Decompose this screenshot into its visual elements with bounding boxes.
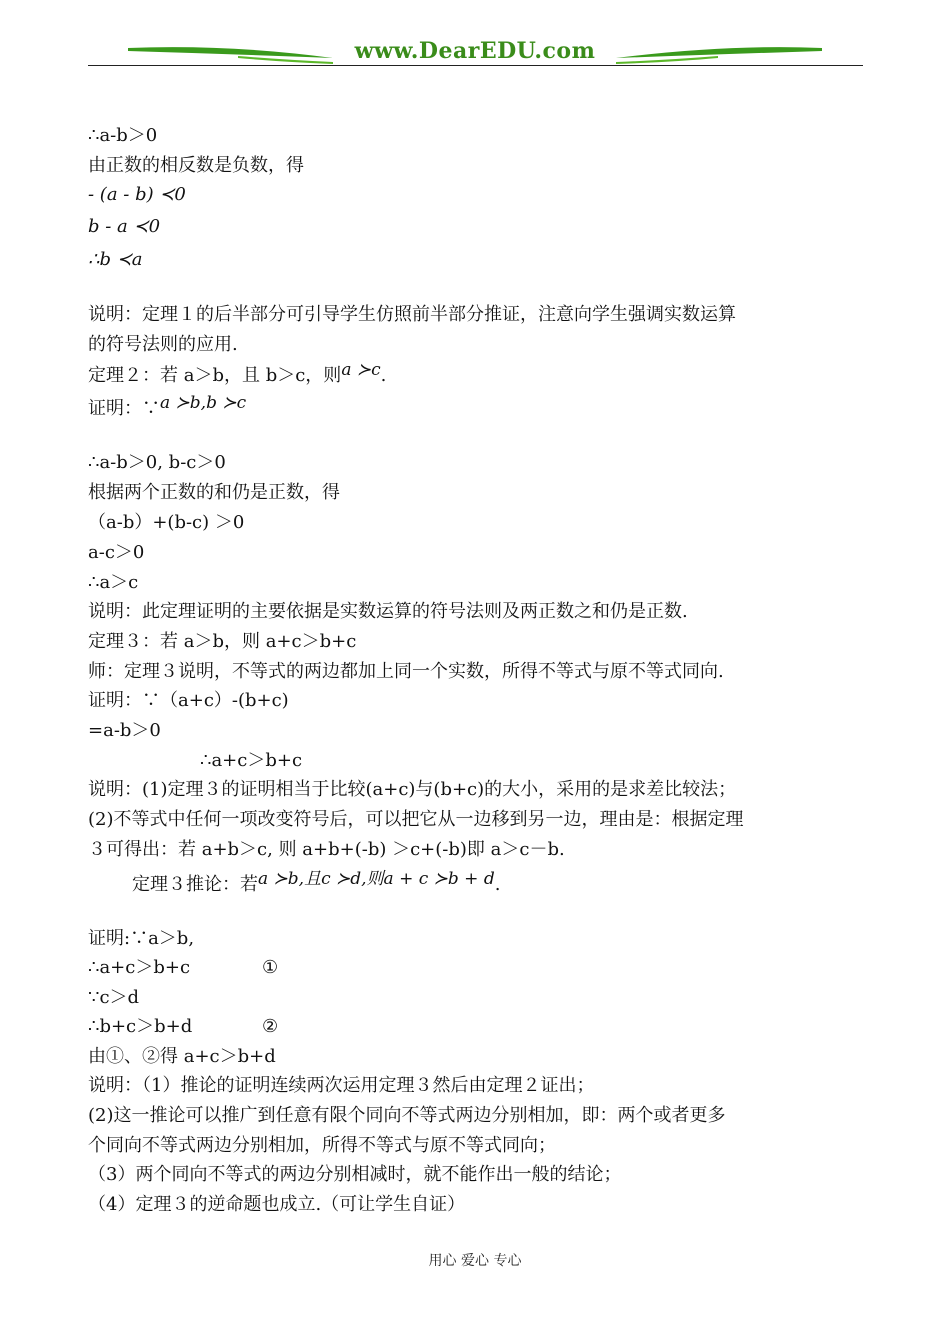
text-span: . xyxy=(380,365,387,386)
text-line: (2)这一推论可以推广到任意有限个同向不等式两边分别相加，即：两个或者更多 xyxy=(88,1105,726,1126)
text-line: ３可得出：若 a+b＞c, 则 a+b+(-b) ＞c+(-b)即 a＞c－b. xyxy=(88,839,565,860)
text-line: =a-b＞0 xyxy=(88,720,161,741)
math-line: - (a - b) ≺0 xyxy=(88,184,186,205)
text-line: （a-b）+(b-c) ＞0 xyxy=(88,512,245,533)
text-line: （4）定理３的逆命题也成立.（可让学生自证） xyxy=(88,1194,466,1215)
math-line: ∴b ≺a xyxy=(88,249,143,270)
text-line: 说明：（1）推论的证明连续两次运用定理３然后由定理２证出； xyxy=(88,1075,595,1096)
text-line: 由正数的相反数是负数，得 xyxy=(88,155,304,176)
text-line: ∴a+c＞b+c xyxy=(200,750,303,771)
circled-mark: ① xyxy=(262,957,279,978)
text-line: ∴a-b＞0, b-c＞0 xyxy=(88,452,226,473)
text-line: 定理３：若 a＞b，则 a+c＞b+c xyxy=(88,631,357,652)
math-inline: a ≻b,且c ≻d,则a + c ≻b + d xyxy=(258,869,495,889)
text-span: 证明：∵ xyxy=(88,398,160,419)
text-line: 师：定理３说明，不等式的两边都加上同一个实数，所得不等式与原不等式同向. xyxy=(88,661,724,682)
text-line: 由①、②得 a+c＞b+d xyxy=(88,1046,276,1067)
text-line: a-c＞0 xyxy=(88,542,145,563)
corollary-line xyxy=(132,869,501,896)
text-line: 证明:∵a＞b, xyxy=(88,928,195,949)
proof-line xyxy=(88,393,247,420)
text-span: 定理２：若 a＞b，且 b＞c，则 xyxy=(88,365,342,386)
theorem-2-line xyxy=(88,360,387,387)
header-rule xyxy=(88,65,863,66)
circled-mark: ② xyxy=(262,1016,279,1037)
math-inline: a ≻b,b ≻c xyxy=(160,393,247,413)
text-line: ∴b+c＞b+d xyxy=(88,1016,193,1037)
text-line: （3）两个同向不等式的两边分别相减时，就不能作出一般的结论； xyxy=(88,1164,622,1185)
math-line: b - a ≺0 xyxy=(88,216,161,237)
text-line: 的符号法则的应用. xyxy=(88,334,238,355)
text-line: 证明：∵（a+c）-(b+c) xyxy=(88,690,289,711)
text-line: 说明：此定理证明的主要依据是实数运算的符号法则及两正数之和仍是正数. xyxy=(88,601,688,622)
text-line: 根据两个正数的和仍是正数，得 xyxy=(88,482,340,503)
text-line: (2)不等式中任何一项改变符号后，可以把它从一边移到另一边，理由是：根据定理 xyxy=(88,809,744,830)
text-line: 说明：(1)定理３的证明相当于比较(a+c)与(b+c)的大小，采用的是求差比较法； xyxy=(88,779,737,800)
text-line: ∵c＞d xyxy=(88,987,140,1008)
text-span: . xyxy=(494,874,501,895)
text-line: ∴a＞c xyxy=(88,572,139,593)
text-line: 个同向不等式两边分别相加，所得不等式与原不等式同向； xyxy=(88,1135,556,1156)
page-footer: 用心 爱心 专心 xyxy=(428,1253,522,1269)
text-line: 说明：定理１的后半部分可引导学生仿照前半部分推证，注意向学生强调实数运算 xyxy=(88,304,736,325)
text-line: ∴a-b＞0 xyxy=(88,125,158,146)
math-inline: a ≻c xyxy=(341,360,381,380)
text-line: ∴a+c＞b+c xyxy=(88,957,191,978)
text-span: 定理３推论：若 xyxy=(132,874,258,895)
site-logo-text: www.DearEDU.com xyxy=(354,38,596,64)
